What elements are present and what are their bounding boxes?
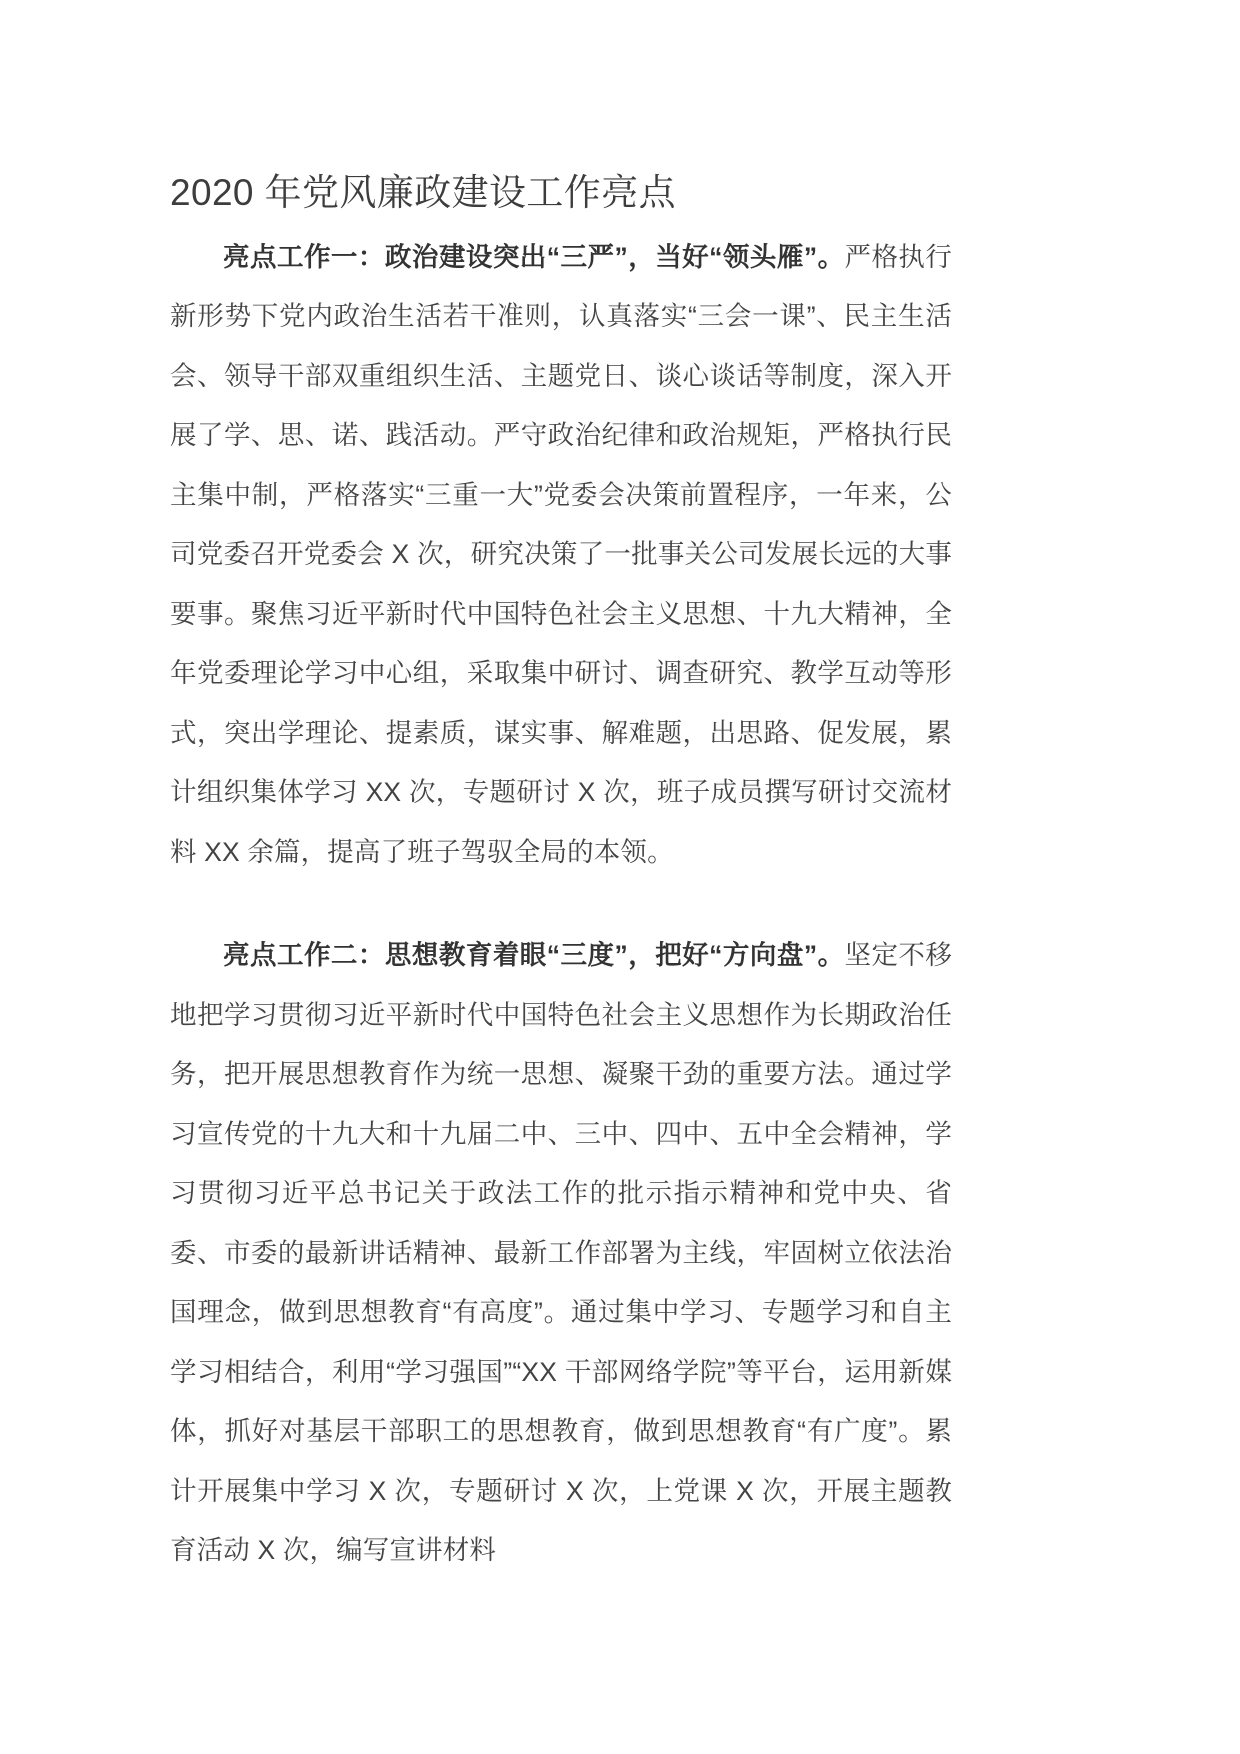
section-2-lead-in: 亮点工作二：思想教育着眼“三度”，把好“方向盘”。 — [223, 940, 845, 971]
document-body — [170, 0, 952, 1581]
page-title: 2020 年党风廉政建设工作亮点 — [170, 172, 676, 213]
section-1-lead-in: 亮点工作一：政治建设突出“三严”，当好“领头雁”。 — [223, 241, 845, 272]
section-paragraph-2 — [170, 926, 952, 1581]
section-2-body: 坚定不移地把学习贯彻习近平新时代中国特色社会主义思想作为长期政治任务，把开展思想教育作为统一思想、凝聚干劲的重要方法。通过学习宣传党的十九大和十九届二中、三中、四中、五中全会精神，学习贯彻习近平总书记关于政法工作的批示指示精神和党中央、省委、市委的最新讲话精神、最新工作部署为主线，牢固树立依法治国理念，做到思想教育“有高度”。通过集中学习、专题学习和自主学习相结合，利用“学习强国”“XX 干部网络学院”等平台，运用新媒体，抓好对基层干部职工的思想教育，做到思想教育“有广度”。累计开展集中学习 X 次，专题研讨 X 次，上党课 X 次，开展主题教育活动 X 次，编写宣讲材料 — [170, 940, 952, 1566]
section-1-body: 严格执行新形势下党内政治生活若干准则，认真落实“三会一课”、民主生活会、领导干部双重组织生活、主题党日、谈心谈话等制度，深入开展了学、思、诺、践活动。严守政治纪律和政治规矩，严格执行民主集中制，严格落实“三重一大”党委会决策前置程序，一年来，公司党委召开党委会 X 次，研究决策了一批事关公司发展长远的大事要事。聚焦习近平新时代中国特色社会主义思想、十九大精神，全年党委理论学习中心组，采取集中研讨、调查研究、教学互动等形式，突出学理论、提素质，谋实事、解难题，出思路、促发展，累计组织集体学习 XX 次，专题研讨 X 次，班子成员撰写研讨交流材料 XX 余篇，提高了班子驾驭全局的本领。 — [170, 241, 952, 867]
section-paragraph-1 — [170, 228, 952, 883]
